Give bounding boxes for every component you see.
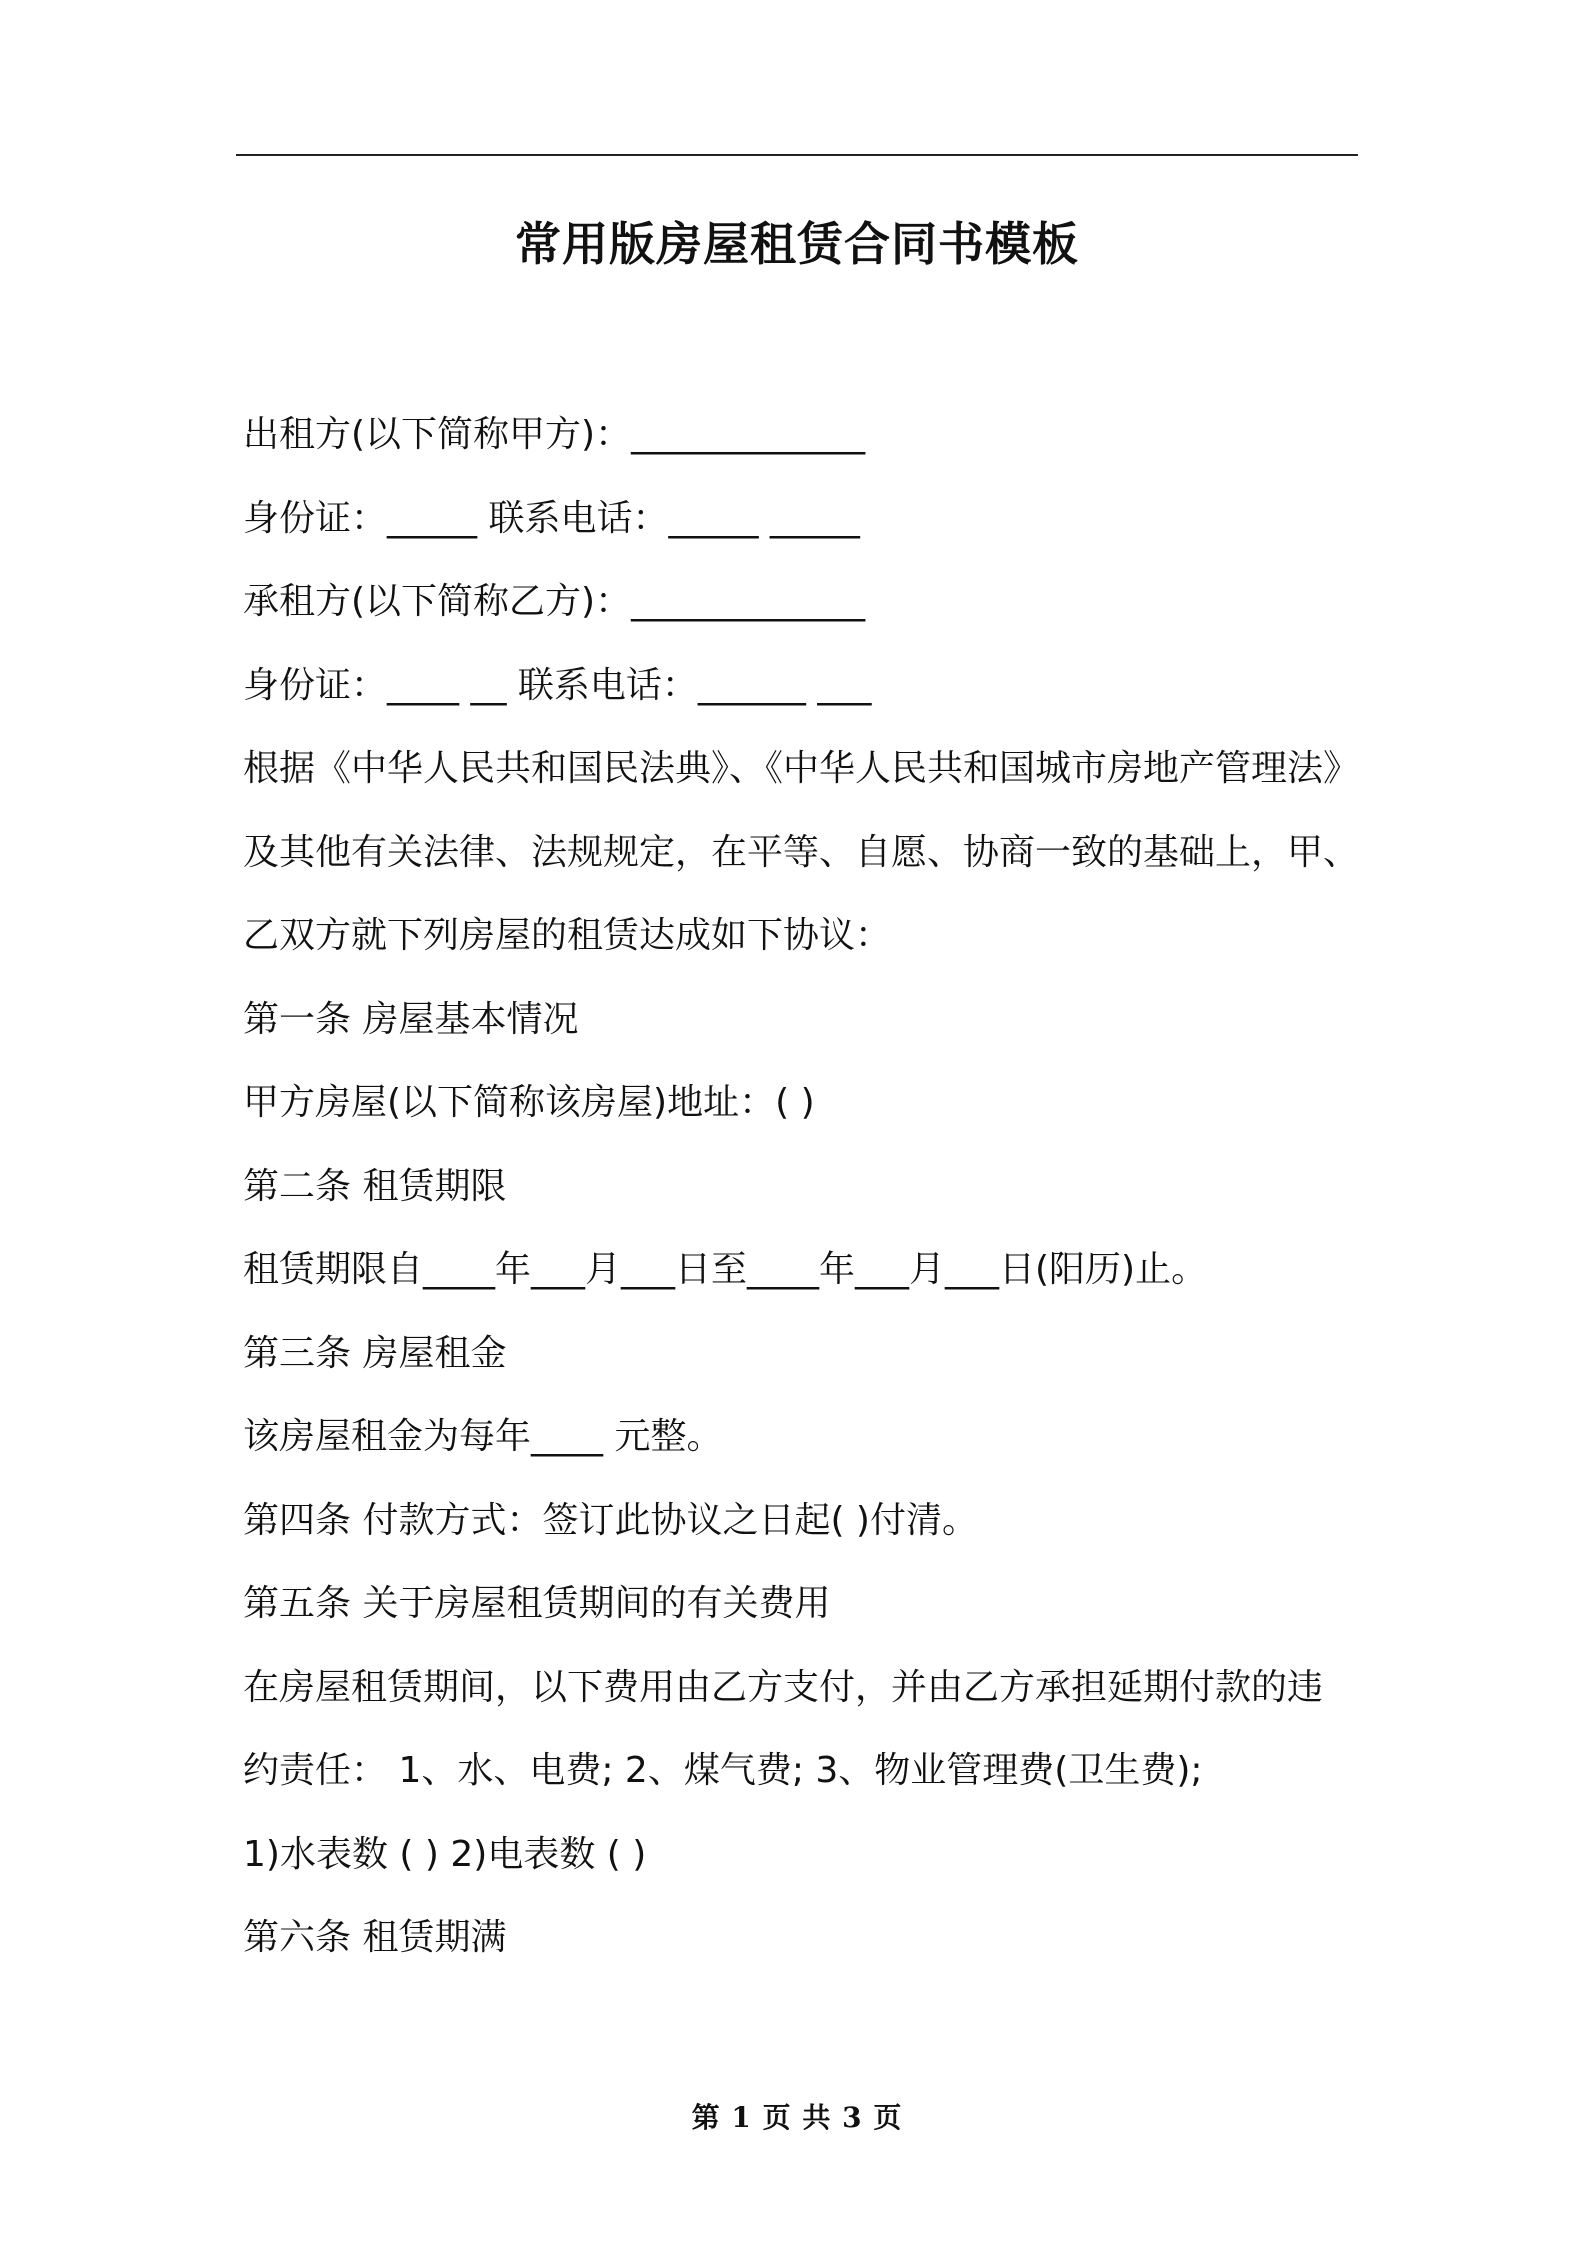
fees-line-1: 在房屋租赁期间，以下费用由乙方支付，并由乙方承担延期付款的违	[243, 1666, 1324, 1708]
lessor-line: 出租方(以下简称甲方)：_____________	[243, 414, 866, 455]
article-1-heading: 第一条 房屋基本情况	[243, 998, 579, 1040]
article-3-heading: 第三条 房屋租金	[243, 1332, 507, 1374]
article-5-heading: 第五条 关于房屋租赁期间的有关费用	[243, 1583, 831, 1624]
preamble-line-2: 及其他有关法律、法规规定，在平等、自愿、协商一致的基础上，甲、	[243, 831, 1360, 873]
document-body	[243, 410, 1363, 1997]
page-number-footer: 第 1 页 共 3 页	[691, 2101, 903, 2134]
preamble-line-1: 根据《中华人民共和国民法典》、《中华人民共和国城市房地产管理法》	[243, 748, 1360, 789]
document-title: 常用版房屋租赁合同书模板	[515, 217, 1079, 271]
fees-line-2: 约责任： 1、水、电费; 2、煤气费; 3、物业管理费(卫生费);	[243, 1750, 1203, 1791]
rent-amount-line: 该房屋租金为每年____ 元整。	[243, 1416, 723, 1457]
lessor-id-phone-line: 身份证：_____ 联系电话：_____ _____	[243, 497, 860, 539]
meter-readings-line: 1)水表数 ( ) 2)电表数 ( )	[243, 1833, 647, 1875]
lessee-id-phone-line: 身份证：____ __ 联系电话：______ ___	[243, 664, 872, 706]
article-6-heading: 第六条 租赁期满	[243, 1917, 507, 1958]
header-rule	[236, 154, 1358, 156]
lessee-line: 承租方(以下简称乙方)：_____________	[243, 581, 866, 622]
lease-term-line: 租赁期限自____年___月___日至____年___月___日(阳历)止。	[243, 1249, 1208, 1290]
article-2-heading: 第二条 租赁期限	[243, 1165, 507, 1207]
article-4-payment-line: 第四条 付款方式：签订此协议之日起( )付清。	[243, 1499, 978, 1541]
property-address-line: 甲方房屋(以下简称该房屋)地址：( )	[243, 1082, 815, 1123]
preamble-line-3: 乙双方就下列房屋的租赁达成如下协议：	[243, 915, 892, 956]
